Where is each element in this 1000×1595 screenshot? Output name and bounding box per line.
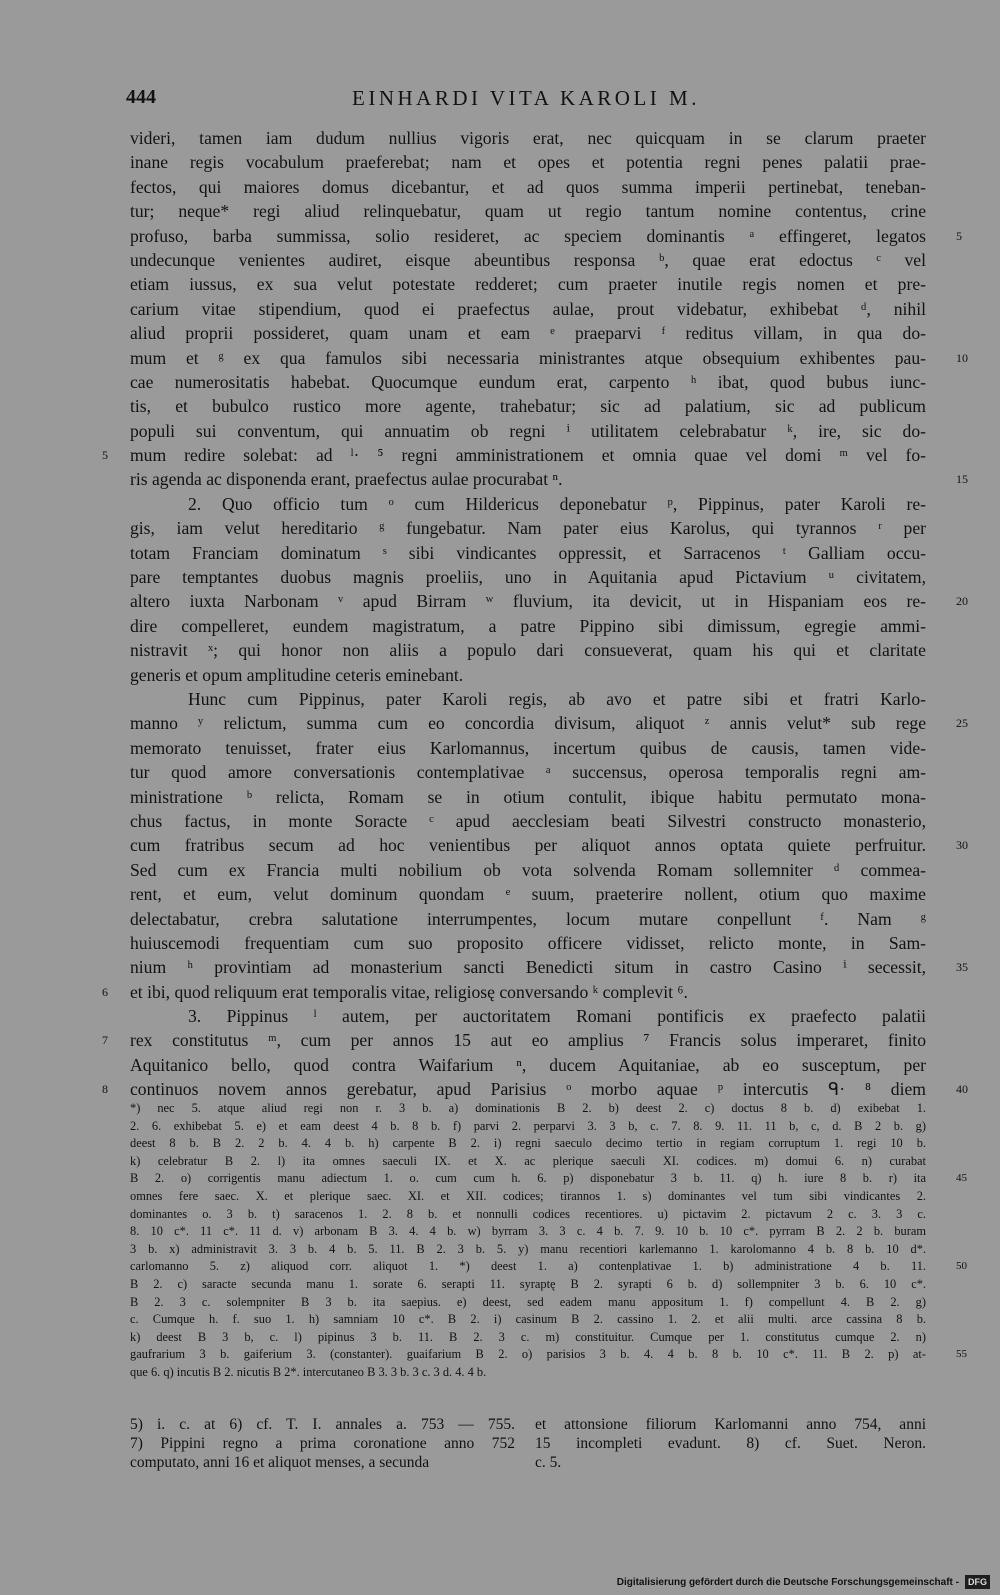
text-line <box>130 833 968 857</box>
text-line-text: videri, tamen iam dudum nullius vigoris erat, nec quicquam in se clarum praeter <box>130 128 926 148</box>
line-number-right: 35 <box>956 960 968 975</box>
text-line <box>130 736 926 760</box>
text-line-text: manno ʸ relictum, summa cum eo concordia divisum, aliquot ᶻ annis velut* sub rege <box>130 713 926 734</box>
apparatus-line-text: k) deest B 3 b, c. l) pipinus 3 b. 11. B 2. 3 c. m) constituitur. Cumque per 1. constitutus cumque 2. n) <box>130 1329 926 1344</box>
line-number-right: 25 <box>956 716 968 731</box>
line-number-right: 10 <box>956 350 968 365</box>
text-line <box>102 980 926 1004</box>
text-line-text: fectos, qui maiores domus dicebantur, et ad quos summa imperii pertinebat, teneban- <box>130 176 926 197</box>
text-line <box>130 565 926 589</box>
apparatus-line <box>130 1346 967 1364</box>
text-line-text: populi sui conventum, qui annuatim ob regni ⁱ utilitatem celebrabatur ᵏ, ire, sic do- <box>130 420 926 441</box>
apparatus-line <box>130 1135 926 1153</box>
text-line <box>130 394 926 418</box>
text-line-text: 2. Quo officio tum ᵒ cum Hildericus deponebatur ᵖ, Pippinus, pater Karoli re- <box>188 493 926 514</box>
text-line <box>130 785 926 809</box>
apparatus-line-text: B 2. 3 c. solempniter B 3 b. ita saepius. e) deest, sed eadem manu appositum 1. f) compellunt 4. B 2. g) <box>130 1294 926 1309</box>
text-line-text: rex constitutus ᵐ, cum per annos 15 aut eo amplius ⁷ Francis solus imperaret, finito <box>130 1030 926 1051</box>
text-line-text: Hunc cum Pippinus, pater Karoli regis, ab avo et patre sibi et fratri Karlo- <box>188 688 926 709</box>
text-line <box>130 589 968 613</box>
apparatus-line <box>130 1206 926 1224</box>
text-line-text: chus factus, in monte Soracte ᶜ apud aecclesiam beati Silvestri constructo monasterio, <box>130 810 926 831</box>
text-line <box>130 175 926 199</box>
apparatus-line <box>130 1223 926 1241</box>
text-line-text: ministratione ᵇ relicta, Romam se in otium contulit, ibique habitu permutato mona- <box>130 786 926 807</box>
text-line <box>130 346 968 370</box>
apparatus-line <box>130 1311 926 1329</box>
digitization-footer <box>617 1573 990 1591</box>
footnote-line-text: 7) Pippini regno a prima coronatione anno 752 <box>130 1435 515 1452</box>
apparatus-line <box>130 1188 926 1206</box>
text-line-text: et ibi, quod reliquum erat temporalis vitae, religiosę conversando ᵏ complevit ⁶. <box>130 981 688 1002</box>
text-line <box>130 711 968 735</box>
apparatus-line <box>130 1153 926 1171</box>
footnote-marker-left: 6 <box>102 984 108 999</box>
footnote-marker-left: 7 <box>102 1033 108 1048</box>
main-text <box>102 126 968 1102</box>
apparatus-line <box>130 1294 926 1312</box>
apparatus-line-text: que 6. q) incutis B 2. nicutis B 2*. intercutaneo B 3. 3 b. 3 c. 3 d. 4. 4 b. <box>130 1364 487 1379</box>
text-line-text: profuso, barba summissa, solio resideret, ac speciem dominantis ᵃ effingeret, legatos <box>130 225 926 246</box>
text-line-text: generis et opum amplitudine ceteris eminebant. <box>130 664 464 685</box>
text-line-text: tur quod amore conversationis contemplativae ᵃ succensus, operosa temporalis regni am- <box>130 762 926 783</box>
apparatus-line <box>130 1241 926 1259</box>
line-number-right: 45 <box>956 1172 967 1185</box>
text-line-text: tur; neque* regi aliud relinquebatur, quam ut regio tantum nomine contentus, crine <box>130 201 926 222</box>
text-line <box>130 1004 926 1028</box>
apparatus-line-text: omnes fere saec. X. et plerique saec. XI. et XII. codices; tirannos 1. s) dominantes vel tum sibi vindicantes 2. <box>130 1188 926 1203</box>
text-line-text: Aquitanico bello, quod contra Waifarium ⁿ, ducem Aquitaniae, ab eo susceptum, per <box>130 1054 926 1075</box>
text-line <box>130 199 926 223</box>
text-line <box>130 297 926 321</box>
digitization-credit: Digitalisierung gefördert durch die Deutsche Forschungsgemeinschaft - <box>616 1576 959 1588</box>
footnotes-left-column <box>130 1415 515 1472</box>
apparatus-line <box>130 1364 926 1382</box>
footnotes-right-column <box>535 1415 926 1472</box>
apparatus-line-text: 2. 6. exhibebat 5. e) et eam deest 4 b. 8 b. f) parvi 2. perparvi 3. 3 b, c. 7. 8. 9. 11. 11 b, c, d. B 2 b. g) <box>130 1118 926 1133</box>
text-line-text: tis, et bubulco rustico more agente, trahebatur; sic ad palatium, sic ad publicum <box>130 396 926 417</box>
text-line-text: undecunque venientes audiret, eisque abeuntibus responsa ᵇ, quae erat edoctus ᶜ vel <box>130 249 926 270</box>
text-line <box>130 663 926 687</box>
text-line-text: mum redire solebat: ad ˡ· ⁵ regni amministrationem et omnia quae vel domi ᵐ vel fo- <box>130 445 926 466</box>
line-number-right: 20 <box>956 594 968 609</box>
text-line <box>130 1053 926 1077</box>
text-line <box>130 687 926 711</box>
text-line <box>102 1077 968 1101</box>
footnote-marker-left: 5 <box>102 448 108 463</box>
critical-apparatus <box>130 1100 967 1382</box>
text-line-text: altero iuxta Narbonam ᵛ apud Birram ʷ fluvium, ita devicit, ut in Hispaniam eos re- <box>130 591 926 612</box>
text-line-text: pare temptantes duobus magnis proeliis, uno in Aquitania apud Pictavium ᵘ civitatem, <box>130 567 926 588</box>
text-line <box>130 224 962 248</box>
text-line-text: memorato tenuisset, frater eius Karlomannus, incertum quibus de causis, tamen vide- <box>130 737 926 758</box>
text-line <box>130 321 926 345</box>
text-line <box>130 126 926 150</box>
text-line <box>130 467 968 491</box>
dfg-logo: DFG <box>965 1575 990 1589</box>
text-line <box>130 272 926 296</box>
text-line-text: inane regis vocabulum praeferebat; nam et opes et potentia regni penes palatii prae- <box>130 152 926 173</box>
footnote-line <box>130 1434 515 1453</box>
text-line <box>102 1028 926 1052</box>
text-line-text: cum fratribus secum ad hoc venientibus per aliquot annos optata quiete perfruitur. <box>130 835 926 856</box>
apparatus-line <box>130 1258 967 1276</box>
page-header <box>126 86 926 116</box>
line-number-right: 5 <box>956 228 962 243</box>
text-line <box>130 248 926 272</box>
text-line <box>130 858 926 882</box>
text-line <box>102 443 926 467</box>
footnotes <box>130 1415 926 1485</box>
footnote-line <box>535 1434 926 1453</box>
apparatus-line-text: k) celebratur B 2. l) ita omnes saeculi IX. et X. ac plerique saeculi XI. codices. m) domui 6. n) curabat <box>130 1153 926 1168</box>
apparatus-line <box>130 1170 967 1188</box>
text-line-text: huiuscemodi frequentiam cum suo proposito officere vidisset, relicto monte, in Sam- <box>130 932 926 953</box>
apparatus-line-text: dominantes o. 3 b. t) saracenos 1. 2. 8 b. et nonnulli codices recentiores. u) pictavim 2. pictavum 2 c. 3. 3 c. <box>130 1206 926 1221</box>
text-line-text: cae numerositatis habebat. Quocumque eundum erat, carpento ʰ ibat, quod bubus iunc- <box>130 371 926 392</box>
apparatus-line-text: *) nec 5. atque aliud regi non r. 3 b. a) dominationis B 2. b) deest 2. c) doctus 8 b. d) exibebat 1. <box>130 1101 926 1115</box>
line-number-right: 50 <box>956 1260 967 1273</box>
apparatus-line-text: 8. 10 c*. 11 c*. 11 d. v) arbonam B 3. 4. 4 b. w) byrram 3. 3 c. 4 b. 7. 9. 10 b. 10 c*. pyrram B 2. 2 b. buram <box>130 1224 926 1239</box>
footnote-line-text: et attonsione filiorum Karlomanni anno 754, anni <box>535 1416 926 1433</box>
footnote-line-text: 15 incompleti evadunt. 8) cf. Suet. Neron. <box>535 1435 926 1452</box>
apparatus-line <box>130 1100 926 1118</box>
text-line <box>130 882 926 906</box>
text-line-text: mum et ᵍ ex qua famulos sibi necessaria ministrantes atque obsequium exhibentes pau- <box>130 347 926 368</box>
apparatus-line-text: deest 8 b. B 2. 2 b. 4. 4 b. h) carpente B 2. i) regni saeculo decimo tertio in regiam corruptum 1. regi 10 b. <box>130 1136 926 1151</box>
footnote-marker-left: 8 <box>102 1082 108 1097</box>
text-line-text: 3. Pippinus ˡ autem, per auctoritatem Romani pontificis ex praefecto palatii <box>188 1006 926 1027</box>
text-line <box>130 614 926 638</box>
text-line-text: aliud proprii possideret, quam unam et eam ᵉ praeparvi ᶠ reditus villam, in qua do- <box>130 323 926 344</box>
text-line-text: dire compelleret, eundem magistratum, a patre Pippino sibi dimissum, egregie ammi- <box>130 615 926 636</box>
text-line-text: totam Franciam dominatum ˢ sibi vindicantes oppressit, et Sarracenos ᵗ Galliam occu- <box>130 542 926 563</box>
text-line <box>130 516 926 540</box>
footnote-line <box>535 1453 926 1472</box>
text-line-text: nium ʰ provintiam ad monasterium sancti Benedicti situm in castro Casino ⁱ secessit, <box>130 957 926 978</box>
text-line <box>130 907 926 931</box>
apparatus-line-text: 3 b. x) administravit 3. 3 b. 4 b. 5. 11. B 2. 3 b. 5. y) manu recentiori karlemanno 1. karolomanno 4 b. 8 b. 10 d*. <box>130 1241 926 1256</box>
apparatus-line <box>130 1329 926 1347</box>
running-title: EINHARDI VITA KAROLI M. <box>352 86 700 110</box>
footnote-line <box>130 1415 515 1434</box>
text-line-text: gis, iam velut hereditario ᵍ fungebatur. Nam pater eius Karolus, qui tyrannos ʳ per <box>130 518 926 539</box>
footnote-line-text: 5) i. c. at 6) cf. T. I. annales a. 753 — 755. <box>130 1416 515 1433</box>
apparatus-line <box>130 1276 926 1294</box>
text-line-text: ris agenda ac disponenda erant, praefectus aulae procurabat ⁿ. <box>130 469 563 490</box>
text-line-text: Sed cum ex Francia multi nobilium ob vota solvenda Romam sollemniter ᵈ commea- <box>130 859 926 880</box>
line-number-right: 15 <box>956 472 968 487</box>
text-line <box>130 638 926 662</box>
text-line <box>130 419 926 443</box>
page-number: 444 <box>126 86 156 108</box>
footnote-line <box>535 1415 926 1434</box>
footnote-line-text: computato, anni 16 et aliquot menses, a secunda <box>130 1454 430 1471</box>
text-line <box>130 150 926 174</box>
apparatus-line-text: c. Cumque h. f. suo 1. h) samniam 10 c*. B 2. i) casinum B 2. cassino 1. 2. et alii multi. arce cassina 8 b. <box>130 1312 926 1327</box>
text-line <box>130 760 926 784</box>
line-number-right: 55 <box>956 1348 967 1361</box>
footnote-line-text: c. 5. <box>535 1454 562 1471</box>
line-number-right: 30 <box>956 838 968 853</box>
text-line <box>130 541 926 565</box>
apparatus-line-text: carlomanno 5. z) aliquod corr. aliquot 1. *) deest 1. a) contenplativae 1. b) administratione 4 b. 11. <box>130 1259 926 1274</box>
apparatus-line-text: B 2. o) corrigentis manu adiectum 1. o. cum cum h. 6. p) disponebatur 3 b. 11. q) h. iure 8 b. r) ita <box>130 1171 926 1186</box>
apparatus-line-text: gaufrarium 3 b. gaiferium 3. (constanter). guaifarium B 2. o) parisios 3 b. 4. 4 b. 8 b. 10 c*. 11. B 2. p) at- <box>130 1347 926 1362</box>
text-line <box>130 931 926 955</box>
text-line <box>130 370 926 394</box>
apparatus-line <box>130 1118 926 1136</box>
text-line-text: continuos novem annos gerebatur, apud Parisius ᵒ morbo aquae ᵖ intercutis ᑫ· ⁸ diem <box>130 1079 926 1100</box>
line-number-right: 40 <box>956 1082 968 1097</box>
text-line <box>130 809 926 833</box>
text-line-text: delectabatur, crebra salutatione interrumpentes, locum mutare conpellunt ᶠ. Nam ᵍ <box>130 908 926 929</box>
text-line <box>130 955 968 979</box>
text-line-text: nistravit ˣ; qui honor non aliis a populo dari consueverat, quam his qui et claritate <box>130 640 926 661</box>
text-line-text: rent, et eum, velut dominum quondam ᵉ suum, praeterire nollent, otium quo maxime <box>130 884 926 905</box>
text-line-text: etiam iussus, ex sua velut potestate redderet; cum praeter inutile regis nomen et pre- <box>130 274 926 295</box>
text-line <box>130 492 926 516</box>
text-line-text: carium vitae stipendium, quod ei praefectus aulae, prout videbatur, exhibebat ᵈ, nihil <box>130 298 926 319</box>
footnote-line <box>130 1453 515 1472</box>
apparatus-line-text: B 2. c) saracte secunda manu 1. sorate 6. serapti 11. syraptę B 2. syrapti 6 b. d) sollempniter 3 b. 6. 10 c*. <box>130 1276 926 1291</box>
